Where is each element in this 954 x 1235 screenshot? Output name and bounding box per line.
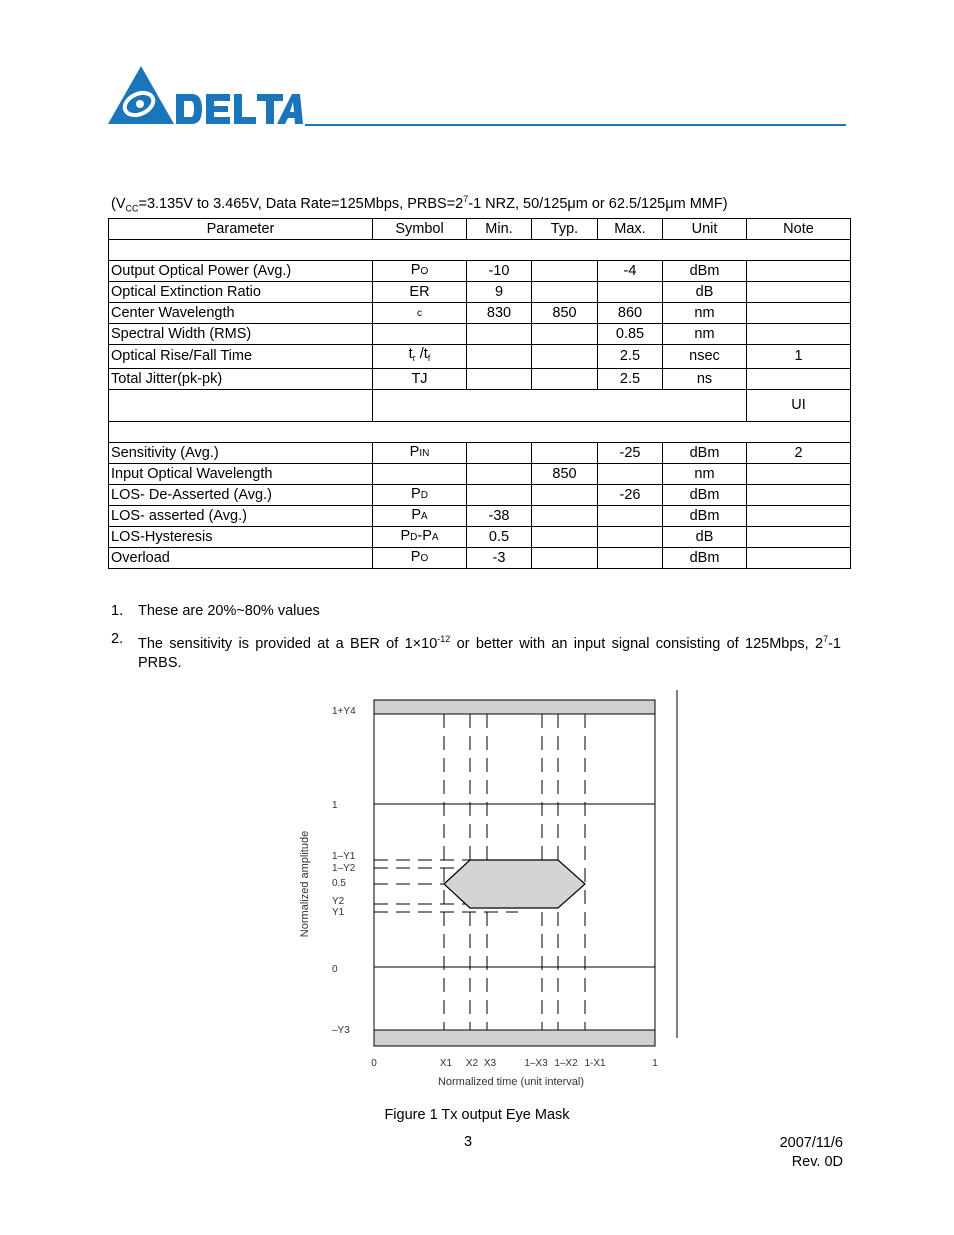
cell-unit: nm — [663, 464, 747, 485]
y-tick: 1–Y1 — [332, 851, 356, 862]
page-number: 3 — [464, 1134, 473, 1150]
eye-mask-row — [109, 390, 851, 422]
x-tick: X1 — [439, 1058, 453, 1069]
cell-unit: dBm — [663, 506, 747, 527]
table-row — [109, 485, 851, 506]
section-cell — [109, 422, 851, 443]
cell-unit: dB — [663, 527, 747, 548]
cell-note — [747, 303, 851, 324]
x-tick: X3 — [483, 1058, 497, 1069]
cell-max: -25 — [598, 443, 663, 464]
lower-mask-band — [374, 1030, 655, 1046]
col-header: Parameter — [109, 219, 373, 240]
cell-max: 2.5 — [598, 345, 663, 369]
cell-parameter: Sensitivity (Avg.) — [109, 443, 373, 464]
col-header: Note — [747, 219, 851, 240]
table-row — [109, 345, 851, 369]
cell-symbol: $t_r$ $/t_f$ — [373, 345, 467, 369]
x-tick: 1–X2 — [554, 1058, 578, 1069]
table-row — [109, 548, 851, 569]
cell-parameter: Input Optical Wavelength — [109, 464, 373, 485]
y-tick: Y2 — [332, 896, 345, 907]
y-tick: Y1 — [332, 907, 345, 918]
transmitter-section-row — [109, 240, 851, 261]
cell-max — [598, 282, 663, 303]
cell-note: 2 — [747, 443, 851, 464]
receiver-section-row — [109, 422, 851, 443]
cell-max — [598, 464, 663, 485]
cell-max: -26 — [598, 485, 663, 506]
table-row — [109, 369, 851, 390]
footer-info — [780, 1134, 843, 1172]
cell-max — [598, 548, 663, 569]
cell-unit: dBm — [663, 485, 747, 506]
cell-note — [747, 548, 851, 569]
cell-min — [467, 345, 532, 369]
table-row — [109, 282, 851, 303]
x-tick: 1-X1 — [584, 1058, 606, 1069]
y-tick: –Y3 — [332, 1025, 350, 1036]
cell-symbol: PO — [373, 548, 467, 569]
table-row — [109, 464, 851, 485]
cell-symbol: PD — [373, 485, 467, 506]
col-header: Typ. — [532, 219, 598, 240]
x-tick: 0 — [371, 1058, 377, 1069]
cell-min: 9 — [467, 282, 532, 303]
cell-parameter: LOS- De-Asserted (Avg.) — [109, 485, 373, 506]
cell-symbol: TJ — [373, 369, 467, 390]
col-header: Unit — [663, 219, 747, 240]
spec-table — [108, 218, 851, 569]
cell-unit: dB — [663, 282, 747, 303]
notes — [111, 602, 841, 682]
cell-parameter: Center Wavelength — [109, 303, 373, 324]
cell-min — [467, 464, 532, 485]
cell-max — [598, 506, 663, 527]
cell-max — [598, 527, 663, 548]
cell-typ: 850 — [532, 303, 598, 324]
x-axis-label: Normalized time (unit interval) — [437, 1076, 585, 1088]
cell-note — [747, 261, 851, 282]
cell-min — [467, 369, 532, 390]
delta-logo — [108, 66, 303, 128]
col-header: Min. — [467, 219, 532, 240]
cell-min: -3 — [467, 548, 532, 569]
note-2: 2. The sensitivity is provided at a BER of $1\times 10^{-12}$ or better with an input signal consisting of 125Mbps, $2^7-1$ PRBS. — [111, 631, 841, 671]
cell-symbol: c — [373, 303, 467, 324]
table-row — [109, 443, 851, 464]
table-row — [109, 303, 851, 324]
cell-min — [467, 485, 532, 506]
cell-symbol: PO — [373, 261, 467, 282]
cell-unit: UI — [747, 390, 851, 422]
cell-max: 2.5 — [598, 369, 663, 390]
cell-parameter: LOS-Hysteresis — [109, 527, 373, 548]
x-tick: 1–X3 — [524, 1058, 548, 1069]
col-header: Symbol — [373, 219, 467, 240]
table-row — [109, 261, 851, 282]
cell-min: 830 — [467, 303, 532, 324]
cell-note — [747, 527, 851, 548]
x-tick: 1 — [652, 1058, 658, 1069]
cell-typ — [532, 527, 598, 548]
cell-typ — [532, 345, 598, 369]
x-tick: X2 — [465, 1058, 479, 1069]
y-tick: 1+Y4 — [332, 706, 356, 717]
cell-parameter: Output Optical Power (Avg.) — [109, 261, 373, 282]
cell-typ — [532, 282, 598, 303]
cell-typ — [532, 485, 598, 506]
cell-note — [747, 324, 851, 345]
cell-note — [747, 464, 851, 485]
cell-note — [747, 369, 851, 390]
cell-parameter: Optical Extinction Ratio — [109, 282, 373, 303]
cell-unit: nm — [663, 324, 747, 345]
cell-parameter: Overload — [109, 548, 373, 569]
y-tick: 1–Y2 — [332, 863, 356, 874]
cell-note — [747, 506, 851, 527]
cell-unit: dBm — [663, 548, 747, 569]
cell-note — [747, 485, 851, 506]
cell-typ — [532, 443, 598, 464]
figure-caption: Figure 1 Tx output Eye Mask — [384, 1107, 570, 1123]
cell-symbol — [373, 324, 467, 345]
cell-eye-mask-values — [373, 390, 747, 422]
cell-max: -4 — [598, 261, 663, 282]
cell-min: -10 — [467, 261, 532, 282]
footer-revision: Rev. 0D — [791, 1154, 843, 1170]
table-header-row — [109, 219, 851, 240]
header-rule — [305, 124, 846, 126]
upper-mask-band — [374, 700, 655, 714]
cell-max: 860 — [598, 303, 663, 324]
cell-typ — [532, 506, 598, 527]
table-row — [109, 527, 851, 548]
cell-min — [467, 443, 532, 464]
col-header: Max. — [598, 219, 663, 240]
cell-typ — [532, 261, 598, 282]
cell-parameter — [109, 390, 373, 422]
y-tick: 0.5 — [332, 878, 346, 889]
table-row — [109, 324, 851, 345]
cell-parameter: Optical Rise/Fall Time — [109, 345, 373, 369]
cell-symbol: PA — [373, 506, 467, 527]
eye-mask-figure — [296, 690, 686, 1092]
logo-wordmark — [176, 94, 303, 124]
cell-min: -38 — [467, 506, 532, 527]
cell-min: 0.5 — [467, 527, 532, 548]
y-tick: 0 — [332, 964, 338, 975]
cell-symbol: PIN — [373, 443, 467, 464]
cell-note: 1 — [747, 345, 851, 369]
cell-symbol: PD-PA — [373, 527, 467, 548]
cell-typ: 850 — [532, 464, 598, 485]
eye-mask-polygon — [444, 860, 585, 908]
cell-symbol: ER — [373, 282, 467, 303]
cell-note — [747, 282, 851, 303]
footer-date: 2007/11/6 — [779, 1135, 843, 1151]
cell-unit: nm — [663, 303, 747, 324]
cell-parameter: Total Jitter(pk-pk) — [109, 369, 373, 390]
cell-parameter: LOS- asserted (Avg.) — [109, 506, 373, 527]
cell-typ — [532, 369, 598, 390]
y-tick: 1 — [332, 800, 338, 811]
table-row — [109, 506, 851, 527]
cell-parameter: Spectral Width (RMS) — [109, 324, 373, 345]
cell-unit: ns — [663, 369, 747, 390]
cell-typ — [532, 324, 598, 345]
cell-min — [467, 324, 532, 345]
note-1: 1. These are 20%~80% values — [111, 603, 320, 619]
cell-max: 0.85 — [598, 324, 663, 345]
cell-unit: dBm — [663, 443, 747, 464]
cell-unit: dBm — [663, 261, 747, 282]
operating-conditions: ($V_{CC}=3.135V$ to 3.465V, Data Rate=125Mbps, $PRBS=2^7-1$ NRZ, 50/125μm or 62.5/125μm MMF) — [111, 194, 728, 214]
cell-typ — [532, 548, 598, 569]
cell-unit: nsec — [663, 345, 747, 369]
cell-symbol — [373, 464, 467, 485]
y-axis-label: Normalized amplitude — [299, 830, 311, 938]
